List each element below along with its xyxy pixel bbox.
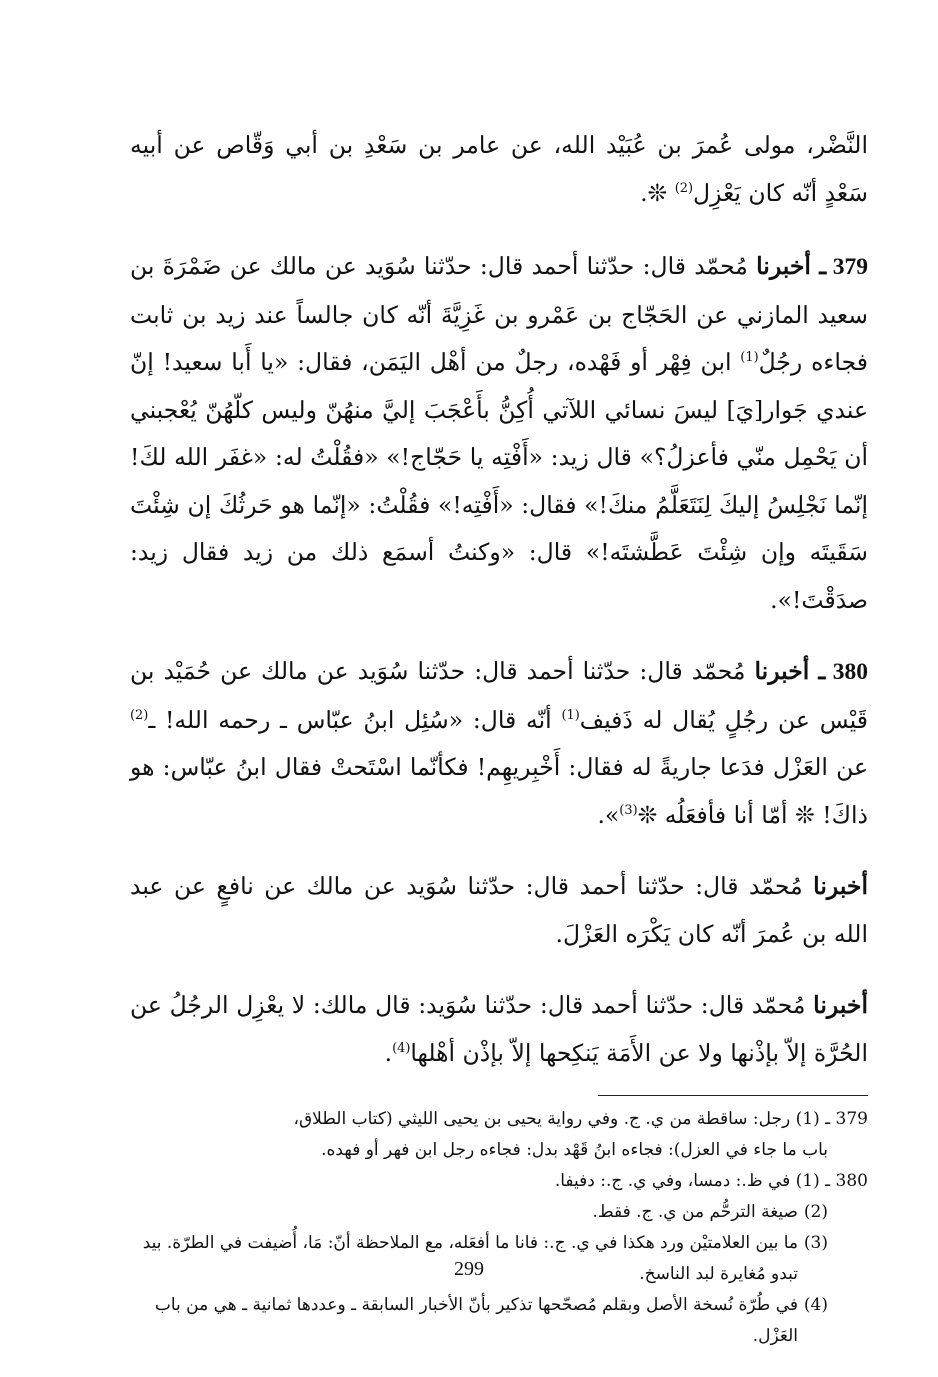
- footnote-label: (3): [803, 1233, 828, 1253]
- footnote-ref[interactable]: (1): [740, 350, 759, 366]
- footnote-ref[interactable]: (2): [674, 180, 694, 196]
- paragraph-text: عن العَزْل فدَعا جاريةً له فقال: أَخْبِريهِم! فكأنّما اسْتَحتْ فقال ابنُ عبّاس: هو ذاكَ! ❊ أمّا أنا فأفعَلُه ❊: [130, 753, 868, 829]
- footnote-text: في طُرّة نُسخة الأصل وبقلم مُصحّحها تذكير بأنّ الأخبار السابقة ـ وعددها ثمانية ـ هي من باب العَزْل.: [154, 1295, 798, 1346]
- hadith-379: [130, 243, 868, 624]
- paragraph-text: مُحمّد قال: حدّثنا أحمد قال: حدّثنا سُوَيد عن مالك عن حُمَيْد بن قَيْس عن رجُلٍ يُقال له ذَفيف: [130, 657, 868, 734]
- footnotes: [130, 1104, 868, 1352]
- paragraph-end: ❊.: [640, 178, 675, 207]
- hadith-unnumbered-1: [130, 863, 868, 958]
- hadith-unnumbered-2: [130, 982, 868, 1077]
- footnote-label: 380 ـ (1): [795, 1171, 868, 1191]
- footnote-text: ما بين العلامتيْن ورد هكذا في ي. ج.: فانا ما أفعَله، مع الملاحظة أنّ: مَا، أُضيفت في الطرّة. بيد تبدو مُغايرة لبد الناسخ.: [142, 1233, 798, 1284]
- footnote-380-2: [130, 1197, 868, 1228]
- main-text: [130, 122, 868, 1077]
- footnote-ref[interactable]: (3): [619, 802, 638, 818]
- paragraph-text: مُحمّد قال: حدّثنا أحمد قال: حدّثنا سُوَيد عن مالك عن نافعٍ عن عبد الله بن عُمرَ أنّه كان يَكْرَه العَزْلَ.: [130, 872, 868, 948]
- paragraph-text: مُحمّد قال: حدّثنا أحمد قال: حدّثنا سُوَيد عن مالك عن ضَمْرَةَ بن سعيد المازني عن الحَجّاج بن عَمْرو بن غَزِيَّةَ أنّه كان جالساً عند زيد بن ثابت فجاءه رجُلٌ: [130, 252, 868, 376]
- footnote-ref[interactable]: (1): [561, 707, 580, 723]
- footnote-label: 379 ـ (1): [795, 1109, 868, 1129]
- footnote-label: (4): [803, 1295, 828, 1315]
- footnote-divider: [598, 1095, 868, 1096]
- footnote-ref[interactable]: (2): [130, 707, 149, 723]
- hadith-number: 379 ـ: [819, 254, 868, 280]
- hadith-number: 380 ـ: [818, 659, 868, 685]
- paragraph-text: مُحمّد قال: حدّثنا أحمد قال: حدّثنا سُوَيد: قال مالك: لا يعْزِل الرجُلُ عن الحُرَّة إلاّ بإذْنها ولا عن الأَمَة يَنكِحها إلاّ بإذْن أهْلها: [130, 991, 868, 1067]
- footnote-380-1: [130, 1166, 868, 1197]
- footnote-text: في ظ.: دمسا، وفي ي. ج.: دفيفا.: [554, 1171, 796, 1191]
- paragraph-end: .: [384, 1038, 393, 1067]
- hadith-lead-word: أخبرنا: [756, 252, 811, 280]
- footnote-ref[interactable]: (4): [392, 1040, 411, 1056]
- footnote-label: (2): [803, 1202, 828, 1222]
- footnote-380-4: [130, 1290, 868, 1352]
- hadith-380: [130, 648, 868, 839]
- footnote-text: صيغة الترحُّم من ي. ج. فقط.: [592, 1202, 798, 1222]
- paragraph-end: ».: [597, 800, 620, 829]
- hadith-lead-word: أخبرنا: [813, 991, 868, 1019]
- paragraph-continuation: [130, 122, 868, 217]
- footnote-text-continued: باب ما جاء في العزل): فجاءه ابنُ قَهْد بدل: فجاءه رجل ابن فهر أو فهده.: [321, 1140, 828, 1160]
- paragraph-text: النَّضْر، مولى عُمرَ بن عُبَيْد الله، عن عامر بن سَعْدِ بن أبي وَقّاص عن أبيه سَعْدٍ أنّه كان يَعْزِل: [130, 131, 868, 207]
- paragraph-text: ابن فِهْر أو فَهْده، رجلٌ من أهْل اليَمَن، فقال: «يا أَبا سعيد! إنّ عندي جَوار[يَ] ليسَ نسائي اللآتي أُكِنُّ بأَعْجَبَ إليَّ منهُنّ وليس كلّهُنّ يُعْجبني أن يَحْمِل منّي فأعزلُ؟» قال زيد: «أَفْتِه يا حَجّاج!» «فقُلْتُ له: «غفَر الله لكَ! إنّما نَجْلِسُ إليكَ لِنَتَعَلَّمُ منكَ!» فقال: «أَفْتِه!» فقُلْتُ: «إنّما هو حَرثُكَ إن شِئْتَ سَقَيتَه وإن شِئْتَ عَطَّشتَه!» قال: «وكنتُ أسمَع ذلك من زيد فقال زيد: صدَقْتَ!».: [130, 348, 868, 614]
- page-number: 299: [454, 1258, 484, 1280]
- hadith-lead-word: أخبرنا: [754, 657, 810, 685]
- footnote-379-1: [130, 1104, 868, 1166]
- paragraph-text: أنّه قال: «سُئِل ابنُ عبّاس ـ رحمه الله! ـ: [148, 705, 562, 734]
- footnote-text: رجل: ساقطة من ي. ج. وفي رواية يحيى بن يحيى الليثي (كتاب الطلاق،: [293, 1109, 796, 1129]
- hadith-lead-word: أخبرنا: [813, 872, 868, 900]
